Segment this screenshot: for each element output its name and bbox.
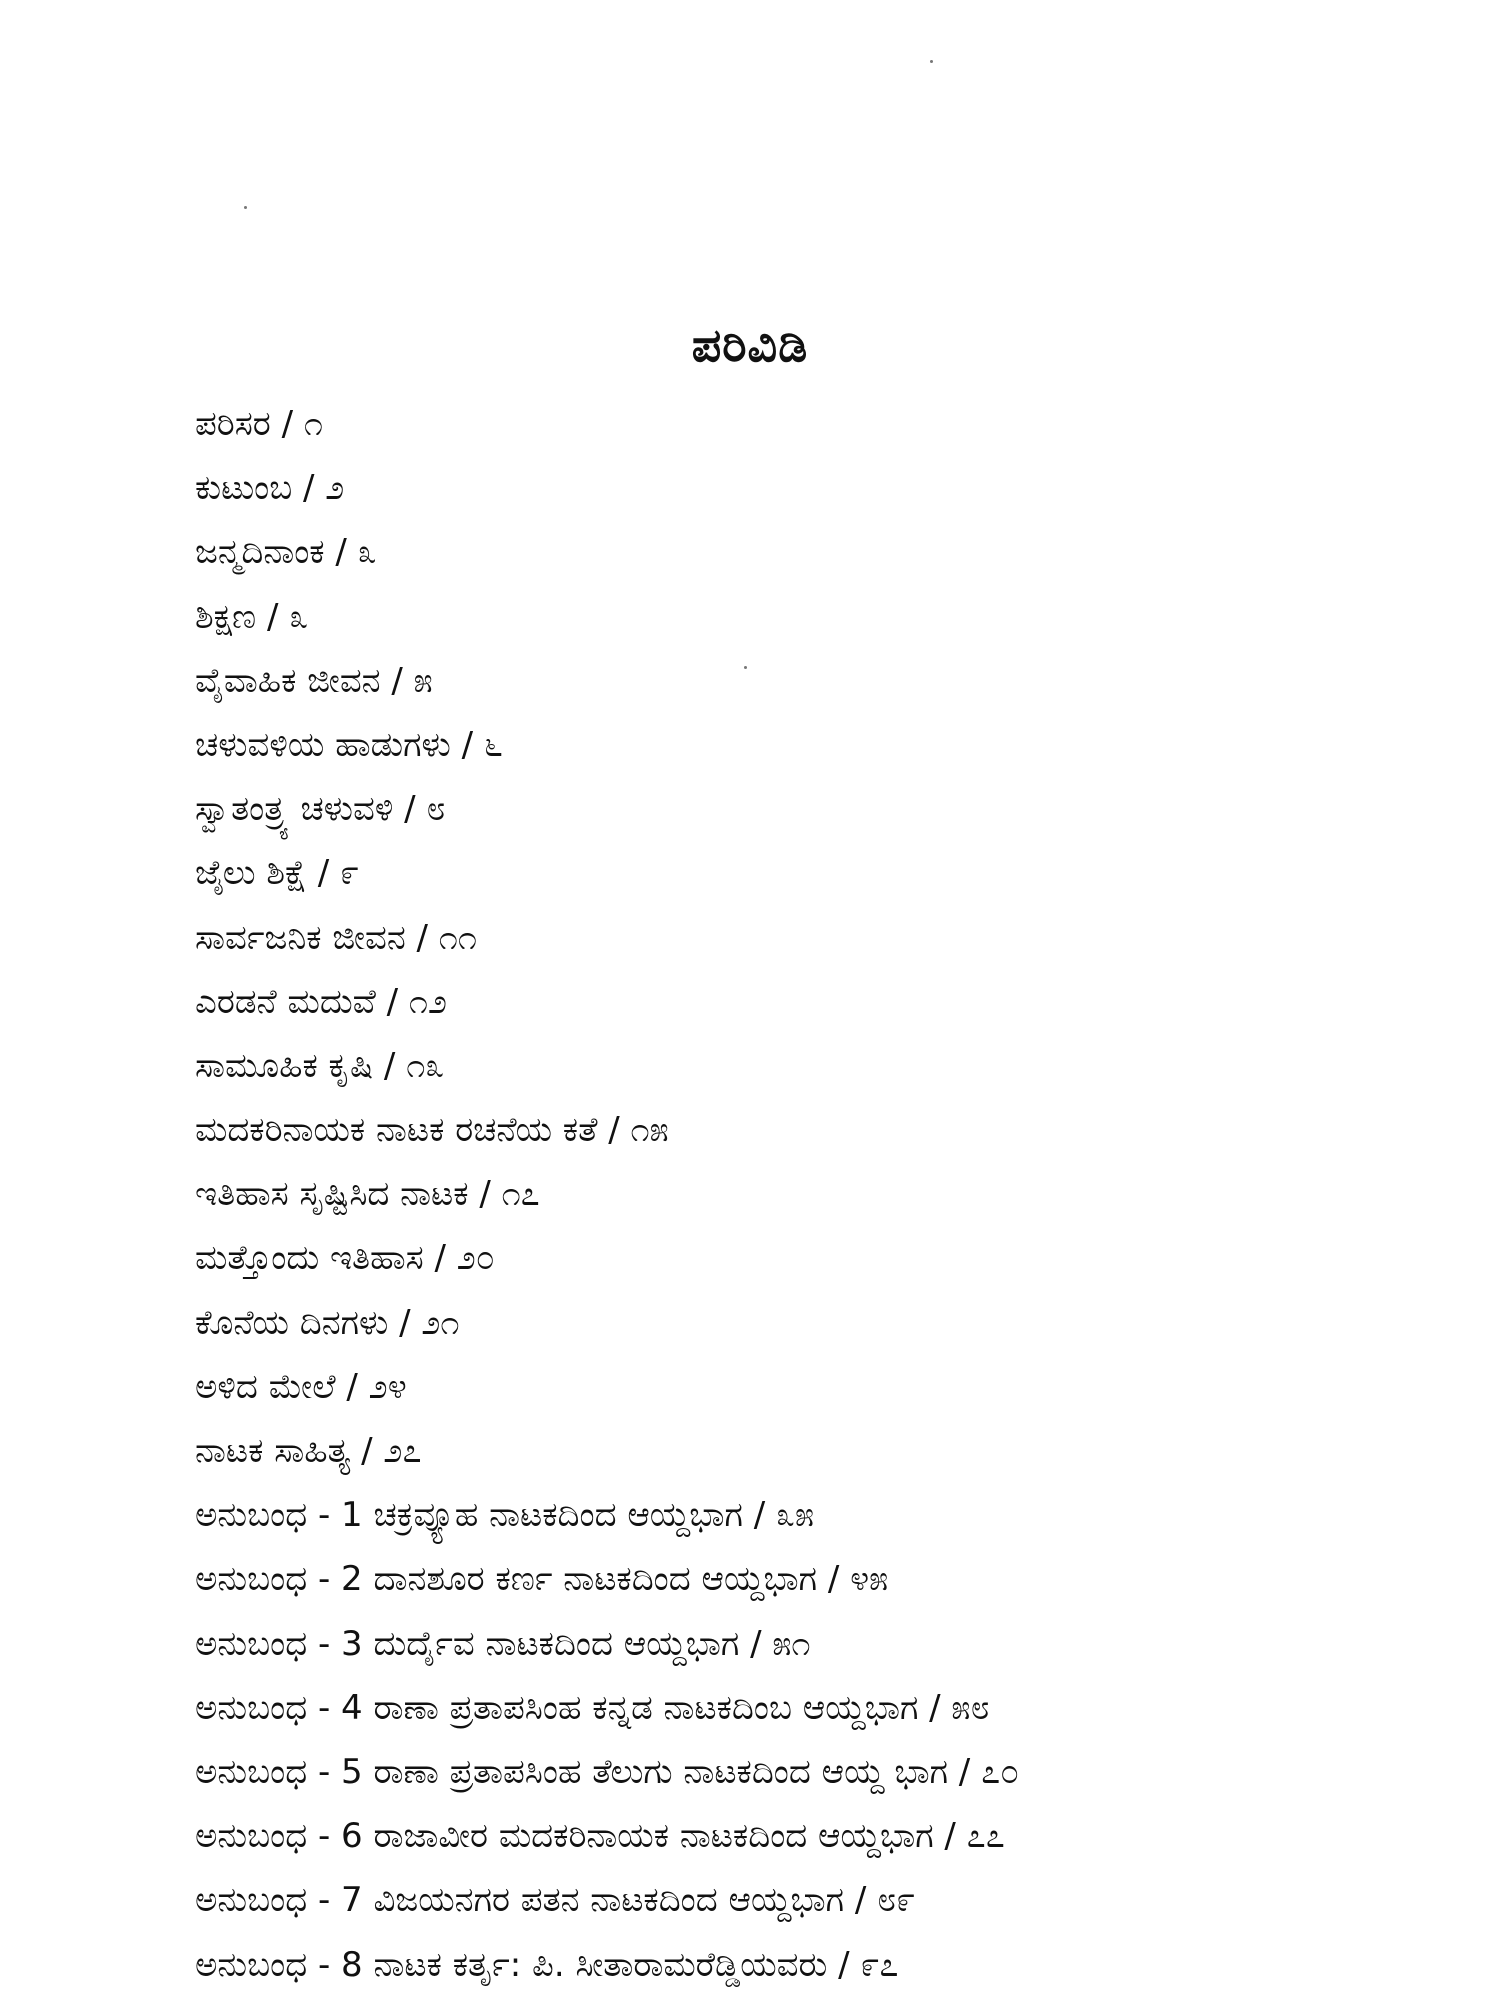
- toc-entry: ಕೊನೆಯ ದಿನಗಳು / ೨೧: [195, 1302, 460, 1343]
- toc-entry: ಅನುಬಂಧ - 5 ರಾಣಾ ಪ್ರತಾಪಸಿಂಹ ತೆಲುಗು ನಾಟಕದಿಂದ ಆಯ್ದ ಭಾಗ / ೭೦: [195, 1751, 1020, 1792]
- toc-entry: ಅನುಬಂಧ - 1 ಚಕ್ರವ್ಯೂಹ ನಾಟಕದಿಂದ ಆಯ್ದಭಾಗ / ೩೫: [195, 1495, 815, 1536]
- toc-entry: ಸಾರ್ವಜನಿಕ ಜೀವನ / ೧೧: [195, 917, 477, 958]
- toc-entry: ಮದಕರಿನಾಯಕ ನಾಟಕ ರಚನೆಯ ಕತೆ / ೧೫: [195, 1110, 669, 1151]
- toc-entry: ಪರಿಸರ / ೧: [195, 404, 323, 444]
- toc-entry: ಸಾಮೂಹಿಕ ಕೃಷಿ / ೧೩: [195, 1045, 445, 1086]
- toc-entry: ವೈವಾಹಿಕ ಜೀವನ / ೫: [195, 660, 433, 701]
- toc-entry: ಸ್ವಾತಂತ್ರ್ಯ ಚಳುವಳಿ / ೮: [195, 789, 446, 830]
- toc-entry: ಚಳುವಳಿಯ ಹಾಡುಗಳು / ೬: [195, 724, 503, 765]
- toc-entry: ಜನ್ಮದಿನಾಂಕ / ೩: [195, 532, 377, 573]
- toc-entry: ಜೈಲು ಶಿಕ್ಷೆ / ೯: [195, 853, 360, 894]
- toc-entry: ಎರಡನೆ ಮದುವೆ / ೧೨: [195, 981, 447, 1022]
- toc-entry: ಅನುಬಂಧ - 6 ರಾಜಾವೀರ ಮದಕರಿನಾಯಕ ನಾಟಕದಿಂದ ಆಯ್ದಭಾಗ / ೭೭: [195, 1816, 1005, 1857]
- toc-entry: ಇತಿಹಾಸ ಸೃಷ್ಟಿಸಿದ ನಾಟಕ / ೧೭: [195, 1174, 540, 1215]
- toc-entry: ಅನುಬಂಧ - 3 ದುರ್ದೈವ ನಾಟಕದಿಂದ ಆಯ್ದಭಾಗ / ೫೧: [195, 1623, 811, 1664]
- toc-entry: ಅನುಬಂಧ - 7 ವಿಜಯನಗರ ಪತನ ನಾಟಕದಿಂದ ಆಯ್ದಭಾಗ / ೮೯: [195, 1880, 916, 1921]
- toc-entry: ಅನುಬಂಧ - 2 ದಾನಶೂರ ಕರ್ಣ ನಾಟಕದಿಂದ ಆಯ್ದಭಾಗ / ೪೫: [195, 1559, 889, 1600]
- toc-entry: ಕುಟುಂಬ / ೨: [195, 468, 345, 509]
- scan-speck: [244, 206, 247, 209]
- toc-entry: ಅನುಬಂಧ - 8 ನಾಟಕ ಕರ್ತೃ: ಪಿ. ಸೀತಾರಾಮರೆಡ್ಡಿಯವರು / ೯೭: [195, 1944, 899, 1985]
- toc-entry: ಅನುಬಂಧ - 4 ರಾಣಾ ಪ್ರತಾಪಸಿಂಹ ಕನ್ನಡ ನಾಟಕದಿಂಬ ಆಯ್ದಭಾಗ / ೫೮: [195, 1687, 990, 1728]
- page-title: ಪರಿವಿಡಿ: [691, 318, 809, 372]
- toc-entry: ಅಳಿದ ಮೇಲೆ / ೨೪: [195, 1366, 407, 1407]
- toc-entry: ನಾಟಕ ಸಾಹಿತ್ಯ / ೨೭: [195, 1431, 422, 1471]
- toc-entry: ಮತ್ತೊಂದು ಇತಿಹಾಸ / ೨೦: [195, 1238, 495, 1279]
- scan-speck: [930, 60, 933, 63]
- toc-entry: ಶಿಕ್ಷಣ / ೩: [195, 596, 309, 637]
- table-of-contents: [195, 392, 1375, 1997]
